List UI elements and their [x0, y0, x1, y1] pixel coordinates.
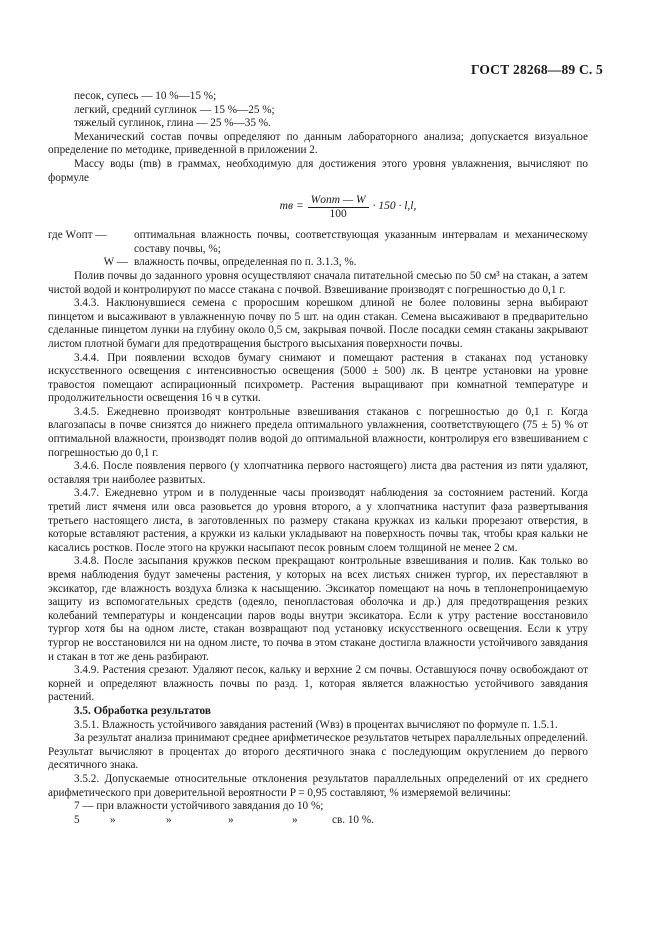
paragraph-result: За результат анализа принимают среднее арифметическое результатов четырех параллельных определений. Результат вычисляют в процентах до второго десятичного знака с последующим округлением до первого десятичного знака. [48, 732, 588, 772]
paragraph-water-mass: Массу воды (mв) в граммах, необходимую для достижения этого уровня увлажнения, вычисляют по формуле [48, 157, 588, 184]
paragraph-3-4-7: 3.4.7. Ежедневно утром и в полуденные часы производят наблюдения за состоянием растений. Когда третий лист ячменя или овса разовьется до уровня второго, а у хлопчатника наступит фаза развертывания третьего настоящего листа, в заготовленных по размеру стакана кружках из кальки прорезают отверстия, в которые вставляют растения, а кружки из кальки укладывают на поверхность почвы так, чтобы края кальки не касались ростков. После этого на кружки насыпают песок ровным слоем толщиной не менее 2 см. [48, 487, 588, 554]
deviation-line-1: 7 — при влажности устойчивого завядания до 10 %; [74, 800, 324, 813]
ditto-mark-4: » [292, 813, 298, 826]
formula-denominator: 100 [329, 207, 347, 220]
paragraph-3-4-4: 3.4.4. При появлении всходов бумагу снимают и помещают растения в стаканах под установку искусственного освещения с интенсивностью освещения (5000 ± 500) лк. В центре установки на уровне травостоя помещают аспирационный психрометр. Растения выращивают при комнатной температуре и продолжительности освещения 16 ч в сутки. [48, 351, 588, 405]
paragraph-3-4-5: 3.4.5. Ежедневно производят контрольные взвешивания стаканов с погрешностью до 0,1 г. Когда влагозапасы в почве снизятся до нижнего предела оптимального увлажнения, соответствующего (75 ± 5) % от оптимальной влажности, производят полив водой до оптимальной влажности, контролируя его взвешиванием с погрешностью до 0,1 г. [48, 405, 588, 459]
paragraph-mech-composition: Механический состав почвы определяют по данным лабораторного анализа; допускается визуальное определение по методике, приведенной в приложении 2. [48, 130, 588, 157]
where-wopt-label: где Wопт — [48, 229, 107, 242]
formula-rhs: · 150 · l,l, [372, 200, 417, 213]
paragraph-3-4-6: 3.4.6. После появления первого (у хлопчатника первого настоящего) листа два растения из пяти удаляют, оставляя три наиболее развитых. [48, 460, 588, 486]
deviation-condition: св. 10 %. [332, 813, 374, 826]
paragraph-3-4-3: 3.4.3. Наклюнувшиеся семена с проросшим корешком длиной не более половины зерна выбирают пинцетом и высаживают в увлажненную почву по 5 шт. на один стакан. Семена высаживают в предварительно сделанные пинцетом лунки на глубину около 0,5 см, закрывая почвой. После посадки семян стаканы закрывают листом плотной бумаги для предотвращения быстрого высыхания поверхности почвы. [48, 297, 588, 350]
ditto-mark-2: » [166, 813, 172, 826]
paragraph-watering: Полив почвы до заданного уровня осуществляют сначала питательной смесью по 50 см³ на стакан, а затем чистой водой и контролируют по массе стакана с почвой. Взвешивание производят с погрешностью до 0,1 г. [48, 269, 588, 296]
page-header: ГОСТ 28268—89 С. 5 [470, 62, 603, 77]
formula-water-mass [108, 191, 588, 223]
where-w-label: W — [103, 256, 128, 269]
soil-line-3: тяжелый суглинок, глина — 25 %—35 %. [74, 117, 271, 130]
formula-fraction [308, 194, 369, 221]
paragraph-3-4-8: 3.4.8. После засыпания кружков песком прекращают контрольные взвешивания и полив. Как только во время наблюдения будут замечены растения, у которых на всех листьях снижен тургор, их переставляют в эксикатор, где влажность воздуха близка к насыщению. Эксикатор помещают на ночь в теплонепроницаемую защиту из вспомогательных средств (одеяло, пенопластовая оболочка и др.) для предотвращения резких колебаний температуры и конденсации паров воды внутри эксикатора. Если к утру растение восстановило тургор хотя бы на одном листе, стакан возвращают под установку искусственного освещения. Если к утру тургор не восстановился ни на одном листе, то почва в этом стакане достигла влажности устойчивого завядания и стакан в тот же день разбирают. [48, 555, 588, 663]
where-w [48, 256, 588, 270]
where-wopt [48, 229, 588, 256]
paragraph-3-4-9: 3.4.9. Растения срезают. Удаляют песок, кальку и верхние 2 см почвы. Оставшуюся почву освобождают от корней и определяют влажность почвы по разд. 1, которая является влажностью устойчивого завядания растений. [48, 664, 588, 704]
soil-line-1: песок, супесь — 10 %—15 %; [74, 90, 217, 102]
soil-line-2: легкий, средний суглинок — 15 %—25 %; [74, 103, 275, 116]
ditto-mark-1: » [110, 813, 116, 826]
paragraph-3-5-2: 3.5.2. Допускаемые относительные отклонения результатов параллельных определений от их среднего арифметического при доверительной вероятности P = 0,95 составляют, % измеряемой величины: [48, 772, 588, 799]
document-body [48, 90, 588, 827]
ditto-mark-3: » [228, 813, 234, 826]
where-w-text: влажность почвы, определенная по п. 3.1.3, %. [134, 256, 357, 269]
formula-lhs: mв = [279, 200, 304, 213]
deviation-value: 5 [74, 813, 80, 826]
deviation-line-2 [48, 814, 588, 828]
where-wopt-text: оптимальная влажность почвы, соответствующая указанным интервалам и механическому составу почвы, %; [134, 229, 588, 255]
paragraph-3-5-1: 3.5.1. Влажность устойчивого завядания растений (Wвз) в процентах вычисляют по формуле п. 1.5.1. [74, 718, 558, 731]
section-heading-3-5: 3.5. Обработка результатов [74, 704, 211, 717]
formula-numerator: Wопт — W [308, 194, 369, 208]
